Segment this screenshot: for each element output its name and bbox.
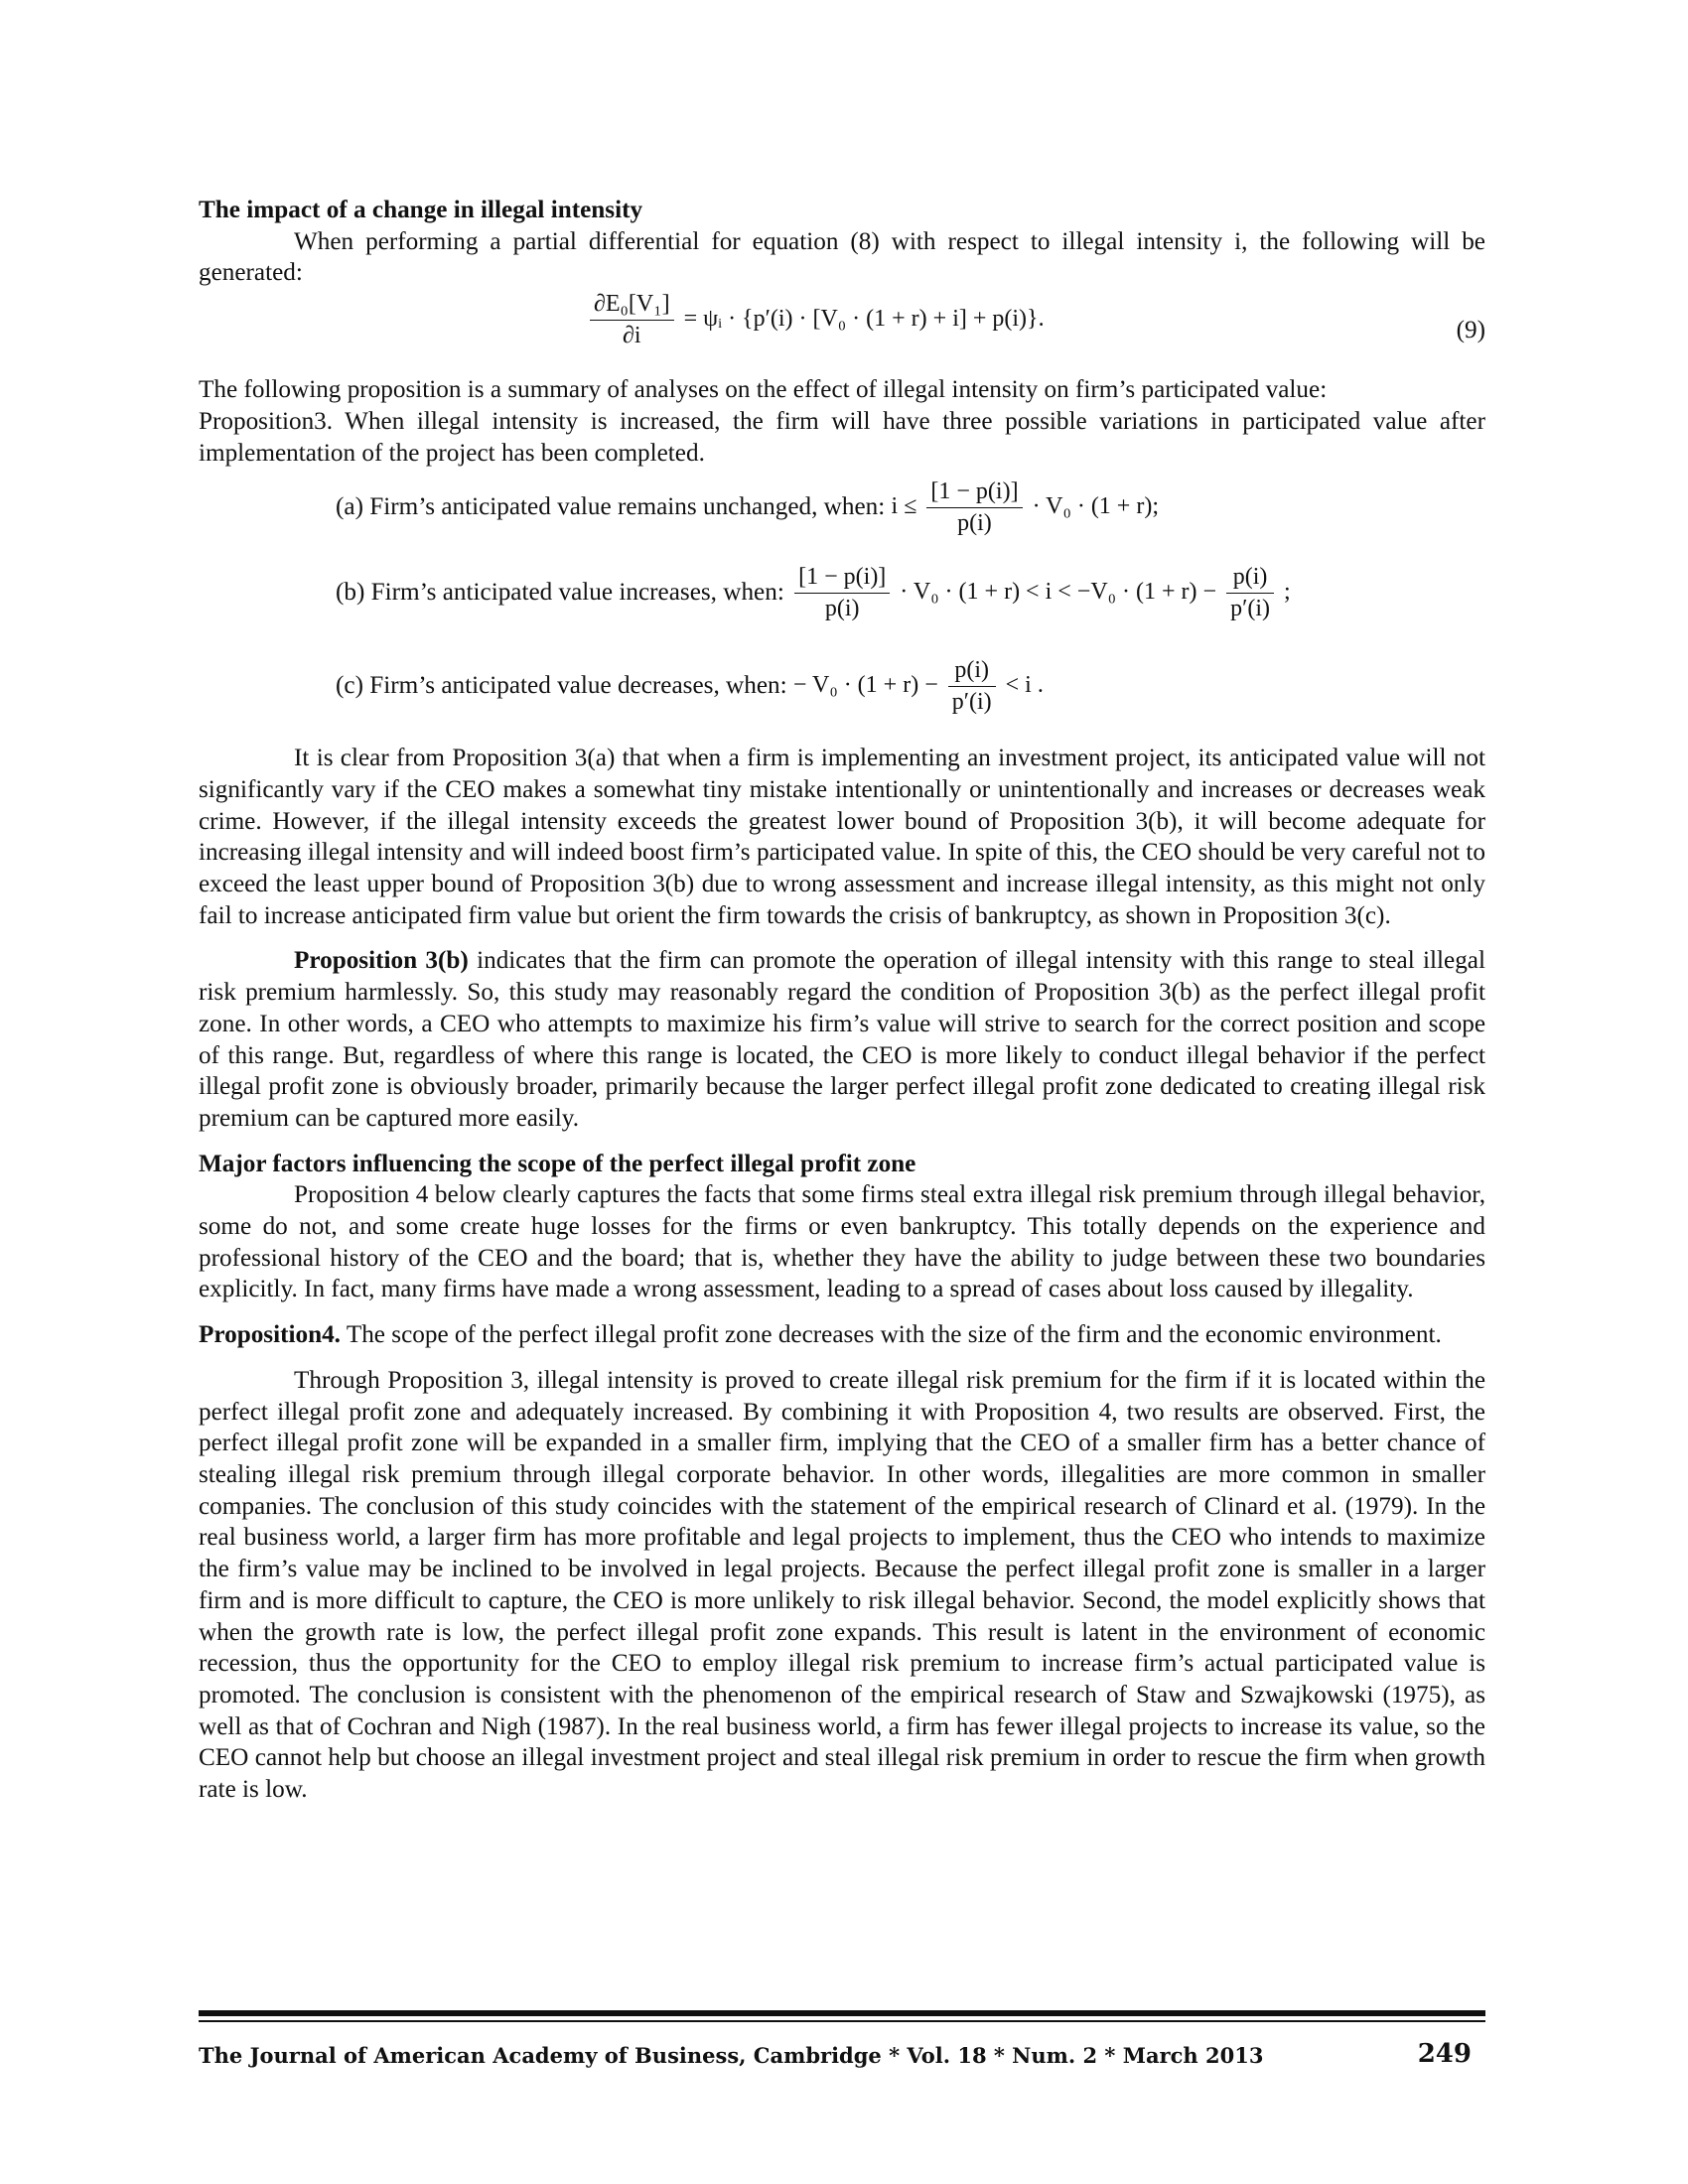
equation-9-lhs-numerator: ∂E₀[V₁] — [590, 291, 674, 321]
condition-b-math — [790, 564, 1291, 622]
proposition-3b-bold: Proposition 3(b) — [294, 947, 469, 975]
equation-9-rhs: = ψᵢ · {p′(i) · [V₀ · (1 + r) + i] + p(i)}. — [683, 306, 1045, 333]
article-body — [199, 195, 1485, 1806]
condition-b-mid: · V₀ · (1 + r) < i < −V₀ · (1 + r) − — [900, 579, 1217, 606]
equation-9-number: (9) — [1456, 317, 1485, 344]
equation-9-expression — [586, 291, 1045, 349]
proposition-3-statement: Proposition3. When illegal intensity is increased, the firm will have three possible variations in participated value after implementation of the project has been completed. — [199, 407, 1485, 467]
condition-c-pre: − V₀ · (1 + r) − — [792, 672, 938, 699]
results-paragraph: Through Proposition 3, illegal intensity is proved to create illegal risk premium for the firm if it is located within the perfect illegal profit zone and adequately increased. By combining it with Proposition 4, two results are observed. First, the perfect illegal profit zone will be expanded in a smaller firm, implying that the CEO of a smaller firm has a better chance of stealing illegal risk premium through illegal corporate behavior. In other words, illegalities are more common in smaller companies. The conclusion of this study coincides with the statement of the empirical research of Clinard et al. (1979). In the real business world, a larger firm has more profitable and legal projects to implement, thus the CEO who intends to maximize the firm’s value may be inclined to be involved in legal projects. Because the perfect illegal profit zone is smaller in a larger firm and is more difficult to capture, the CEO is more unlikely to risk illegal behavior. Second, the model explicitly shows that when the growth rate is low, the perfect illegal profit zone expands. This result is latent in the environment of economic recession, thus the opportunity for the CEO to employ illegal risk premium to increase firm’s actual participated value is promoted. The conclusion is consistent with the phenomenon of the empirical research of Staw and Szwajkowski (1975), as well as that of Cochran and Nigh (1987). In the real business world, a firm has fewer illegal projects to increase its value, so the CEO cannot help but choose an illegal investment project and steal illegal risk premium in order to rescue the firm when growth rate is low. — [199, 1366, 1485, 1804]
major-factors-paragraph: Proposition 4 below clearly captures the facts that some firms steal extra illegal risk premium through illegal behavior, some do not, and some create huge losses for the firms or even bankruptcy. This totally depends on the experience and professional history of the CEO and the board; that is, whether they have the ability to judge between these two boundaries explicitly. In fact, many firms have made a wrong assessment, leading to a spread of cases about loss caused by illegality. — [199, 1181, 1485, 1303]
proposition-3-condition-c — [336, 657, 1485, 743]
condition-a-pre: i ≤ — [891, 493, 917, 520]
condition-b-fraction-2 — [1226, 564, 1274, 622]
condition-c-math — [792, 657, 1044, 716]
equation-9-lhs-fraction — [590, 291, 674, 349]
intro-paragraph: When performing a partial differential for equation (8) with respect to illegal intensity i, the following will be generated: — [199, 227, 1485, 287]
section-heading-major-factors: Major factors influencing the scope of the perfect illegal profit zone — [199, 1150, 916, 1177]
condition-c-denominator: p′(i) — [951, 689, 992, 716]
footer-rule-thin — [199, 2020, 1485, 2022]
condition-b-label: (b) Firm’s anticipated value increases, when: — [336, 579, 784, 607]
proposition-4-bold: Proposition4. — [199, 1321, 341, 1349]
proposition-3b-paragraph — [199, 945, 1485, 1134]
proposition-4-text: The scope of the perfect illegal profit zone decreases with the size of the firm and the economic environment. — [340, 1321, 1442, 1349]
proposition-3-discussion: It is clear from Proposition 3(a) that when a firm is implementing an investment project, its anticipated value will not significantly vary if the CEO makes a somewhat tiny mistake intentionally or unintentionally and increases or decreases weak crime. However, if the illegal intensity exceeds the greatest lower bound of Proposition 3(b), it will become adequate for increasing illegal intensity and will indeed boost firm’s participated value. In spite of this, the CEO should be very careful not to exceed the least upper bound of Proposition 3(b) due to wrong assessment and increase illegal intensity, as this might not only fail to increase anticipated firm value but orient the firm towards the crisis of bankruptcy, as shown in Proposition 3(c). — [199, 745, 1485, 929]
proposition-3-condition-b — [336, 564, 1485, 657]
page-footer — [199, 2037, 1485, 2073]
condition-c-numerator: p(i) — [948, 657, 996, 687]
condition-b-numerator-1: [1 − p(i)] — [794, 564, 890, 594]
page-number: 249 — [1417, 2039, 1472, 2069]
summary-paragraph: The following proposition is a summary of analyses on the effect of illegal intensity on firm’s participated value: — [199, 376, 1328, 404]
condition-b-post: ; — [1283, 579, 1291, 606]
condition-a-fraction — [926, 478, 1022, 537]
condition-b-fraction-1 — [794, 564, 890, 622]
condition-a-post: · V₀ · (1 + r); — [1032, 493, 1159, 520]
condition-b-denominator-1: p(i) — [824, 596, 860, 622]
equation-9 — [199, 289, 1485, 374]
condition-c-post: < i . — [1005, 672, 1044, 699]
condition-a-denominator: p(i) — [957, 510, 992, 537]
equation-9-lhs-denominator: ∂i — [623, 323, 641, 349]
condition-b-denominator-2: p′(i) — [1230, 596, 1270, 622]
condition-a-label: (a) Firm’s anticipated value remains unchanged, when: — [336, 493, 886, 521]
proposition-3-condition-a — [336, 478, 1485, 564]
journal-citation: The Journal of American Academy of Business, Cambridge * Vol. 18 * Num. 2 * March 2013 — [199, 2043, 1264, 2068]
condition-a-math — [891, 478, 1159, 537]
proposition-3b-text: indicates that the firm can promote the operation of illegal intensity with this range to steal illegal risk premium harmlessly. So, this study may reasonably regard the condition of Proposition 3(b) as the perfect illegal profit zone. In other words, a CEO who attempts to maximize his firm’s value will strive to search for the correct position and scope of this range. But, regardless of where this range is located, the CEO is more likely to conduct illegal behavior if the perfect illegal profit zone is obviously broader, primarily because the larger perfect illegal profit zone dedicated to creating illegal risk premium can be captured more easily. — [199, 947, 1485, 1132]
footer-rule-thick — [199, 2010, 1485, 2016]
section-heading-illegal-intensity: The impact of a change in illegal intensity — [199, 197, 643, 223]
condition-a-numerator: [1 − p(i)] — [926, 478, 1022, 508]
condition-b-numerator-2: p(i) — [1226, 564, 1274, 594]
condition-c-label: (c) Firm’s anticipated value decreases, when: — [336, 672, 787, 700]
condition-c-fraction — [948, 657, 996, 716]
proposition-4-paragraph — [199, 1319, 1485, 1351]
